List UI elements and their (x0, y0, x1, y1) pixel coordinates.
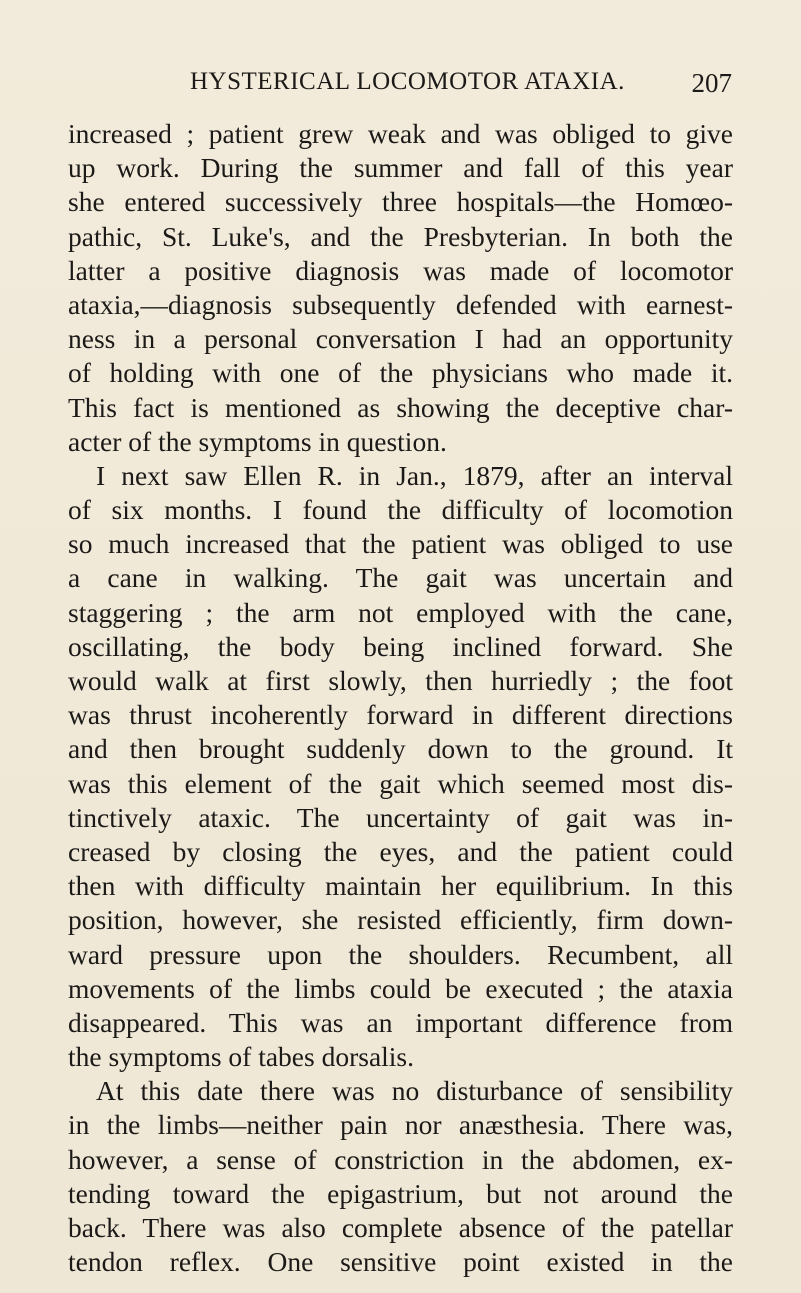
text-line: the symptoms of tabes dorsalis. (68, 1041, 415, 1073)
text-line: disappeared. This was an important difference from (68, 1006, 733, 1038)
text-line: ward pressure upon the shoulders. Recumbent, all (68, 938, 733, 970)
text-line: I next saw Ellen R. in Jan., 1879, after an interval (96, 459, 733, 491)
text-line: however, a sense of constriction in the abdomen, ex- (68, 1143, 733, 1175)
text-line: tendon reflex. One sensitive point existed in the (68, 1246, 733, 1278)
text-line: pathic, St. Luke's, and the Presbyterian. In both the (68, 220, 733, 252)
text-line: tinctively ataxic. The uncertainty of gait was in- (68, 801, 733, 833)
text-line: staggering ; the arm not employed with the cane, (68, 596, 733, 628)
text-line: she entered successively three hospitals—the Homœo- (68, 186, 733, 218)
text-line: position, however, she resisted efficiently, firm down- (68, 904, 733, 936)
text-line: This fact is mentioned as showing the deceptive char- (68, 391, 733, 423)
running-title: HYSTERICAL LOCOMOTOR ATAXIA. (190, 68, 625, 95)
text-line: up work. During the summer and fall of this year (68, 152, 733, 184)
text-line: would walk at first slowly, then hurriedly ; the foot (68, 665, 733, 696)
text-line: was thrust incoherently forward in different directions (68, 699, 733, 731)
text-line: of holding with one of the physicians who made it. (68, 357, 733, 389)
running-head (68, 68, 732, 108)
text-line: and then brought suddenly down to the ground. It (68, 733, 733, 765)
body-text (68, 117, 733, 1279)
text-line: in the limbs—neither pain nor anæsthesia. There was, (68, 1109, 733, 1141)
page-number: 207 (691, 68, 732, 98)
text-line: was this element of the gait which seemed most dis- (68, 767, 733, 799)
text-line: tending toward the epigastrium, but not around the (68, 1177, 733, 1209)
text-line: creased by closing the eyes, and the patient could (68, 835, 733, 867)
text-line: a cane in walking. The gait was uncertain and (68, 562, 733, 594)
text-line: increased ; patient grew weak and was obliged to give (68, 118, 733, 149)
text-line: of six months. I found the difficulty of locomotion (68, 494, 733, 526)
text-line: At this date there was no disturbance of sensibility (96, 1075, 733, 1107)
text-line: then with difficulty maintain her equilibrium. In this (68, 870, 733, 902)
text-line: oscillating, the body being inclined forward. She (68, 630, 733, 662)
text-line: latter a positive diagnosis was made of locomotor (68, 254, 733, 286)
text-line: ataxia,—diagnosis subsequently defended with earnest- (68, 288, 733, 320)
text-line: acter of the symptoms in question. (68, 425, 447, 457)
text-line: movements of the limbs could be executed ; the ataxia (68, 972, 733, 1004)
text-line: back. There was also complete absence of the patellar (68, 1212, 733, 1243)
text-line: so much increased that the patient was obliged to use (68, 528, 733, 560)
text-line: ness in a personal conversation I had an opportunity (68, 323, 733, 355)
